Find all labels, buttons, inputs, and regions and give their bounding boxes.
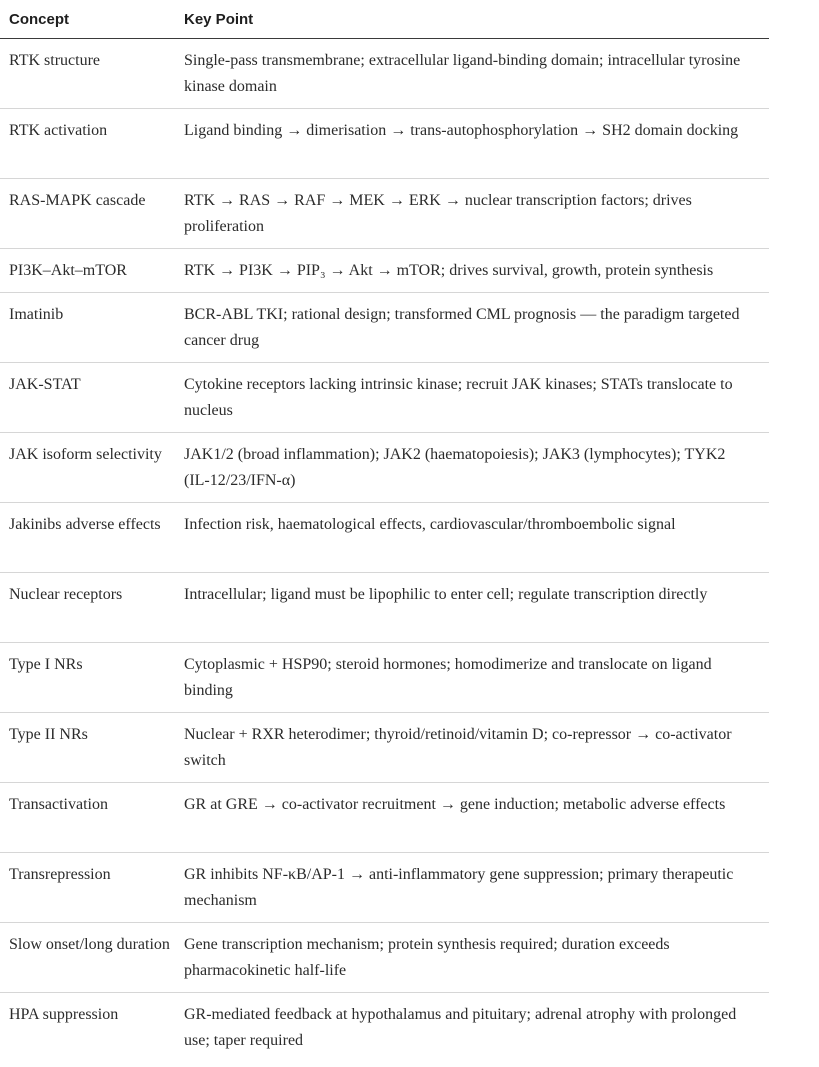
concept-cell: Jakinibs adverse effects — [9, 516, 161, 533]
key-point-cell: BCR-ABL TKI; rational design; transformed CML prognosis — the paradigm targeted cancer drug — [184, 306, 740, 349]
key-point-cell: Intracellular; ligand must be lipophilic to enter cell; regulate transcription directly — [184, 586, 708, 603]
concept-cell: JAK isoform selectivity — [9, 446, 162, 463]
key-point-cell: GR inhibits NF-κB/AP-1 → anti-inflammatory gene suppression; primary therapeutic mechanism — [184, 866, 734, 909]
table-row — [0, 783, 769, 853]
key-point-cell: Infection risk, haematological effects, cardiovascular/thromboembolic signal — [184, 516, 676, 533]
table-row — [0, 643, 769, 713]
table-row — [0, 853, 769, 923]
key-point-cell: Cytokine receptors lacking intrinsic kinase; recruit JAK kinases; STATs translocate to nucleus — [184, 376, 733, 419]
key-point-cell: GR at GRE → co-activator recruitment → gene induction; metabolic adverse effects — [184, 796, 726, 813]
key-point-cell: RTK → PI3K → PIP₃ → Akt → mTOR; drives survival, growth, protein synthesis — [184, 262, 714, 279]
concept-cell: Slow onset/long duration — [9, 936, 170, 953]
table-header-row — [0, 0, 769, 39]
key-point-cell: Single-pass transmembrane; extracellular ligand-binding domain; intracellular tyrosine kinase domain — [184, 52, 741, 95]
table-row — [0, 433, 769, 503]
table-row — [0, 363, 769, 433]
key-point-cell: Gene transcription mechanism; protein synthesis required; duration exceeds pharmacokinetic half-life — [184, 936, 670, 979]
table-row — [0, 573, 769, 643]
key-point-cell: GR-mediated feedback at hypothalamus and pituitary; adrenal atrophy with prolonged use; taper required — [184, 1006, 737, 1049]
table-row — [0, 109, 769, 179]
concept-cell: Nuclear receptors — [9, 586, 123, 603]
key-point-cell: RTK → RAS → RAF → MEK → ERK → nuclear transcription factors; drives proliferation — [184, 192, 692, 235]
concept-cell: RTK structure — [9, 52, 101, 69]
concept-cell: Transactivation — [9, 796, 108, 813]
key-point-cell: Nuclear + RXR heterodimer; thyroid/retinoid/vitamin D; co-repressor → co-activator switch — [184, 726, 732, 769]
key-point-cell: JAK1/2 (broad inflammation); JAK2 (haematopoiesis); JAK3 (lymphocytes); TYK2 (IL-12/23/IFN-α) — [184, 446, 726, 489]
column-header-concept: Concept — [9, 11, 69, 28]
table-row — [0, 713, 769, 783]
concept-cell: JAK-STAT — [9, 376, 81, 393]
table-row — [0, 249, 769, 293]
concept-cell: Type I NRs — [9, 656, 83, 673]
key-point-cell: Ligand binding → dimerisation → trans-autophosphorylation → SH2 domain docking — [184, 122, 739, 139]
table-row — [0, 993, 769, 1067]
key-point-cell: Cytoplasmic + HSP90; steroid hormones; homodimerize and translocate on ligand binding — [184, 656, 712, 699]
table-row — [0, 39, 769, 109]
concept-cell: HPA suppression — [9, 1006, 119, 1023]
table-row — [0, 923, 769, 993]
concept-cell: RAS-MAPK cascade — [9, 192, 146, 209]
table-row — [0, 503, 769, 573]
concept-cell: PI3K–Akt–mTOR — [9, 262, 127, 279]
concept-cell: Imatinib — [9, 306, 64, 323]
concept-cell: Type II NRs — [9, 726, 88, 743]
concept-cell: RTK activation — [9, 122, 108, 139]
concept-cell: Transrepression — [9, 866, 111, 883]
table-row — [0, 293, 769, 363]
column-header-key-point: Key Point — [184, 11, 254, 28]
table-row — [0, 179, 769, 249]
